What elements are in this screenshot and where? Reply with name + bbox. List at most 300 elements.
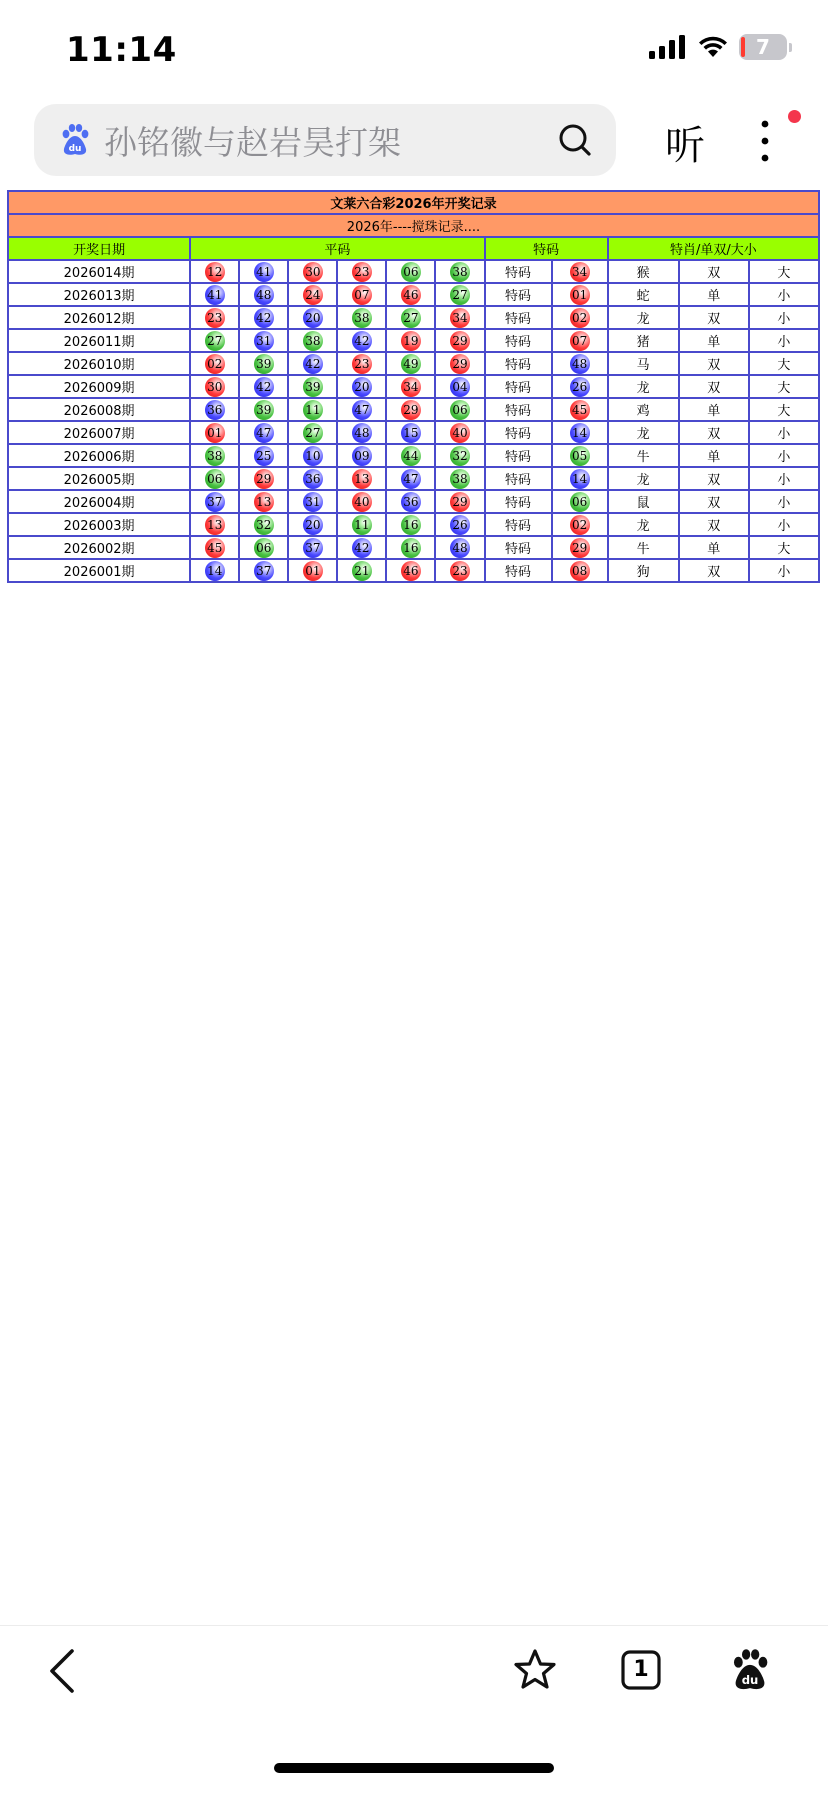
odd-even-cell: 双 [679, 421, 749, 444]
normal-number-cell [288, 306, 337, 329]
odd-even-cell: 单 [679, 536, 749, 559]
number-ball: 40 [352, 492, 372, 512]
size-cell: 小 [749, 559, 819, 582]
number-ball: 39 [254, 354, 274, 374]
tab-count: 1 [633, 1657, 649, 1682]
number-ball: 06 [401, 262, 421, 282]
size-cell: 小 [749, 467, 819, 490]
zodiac-cell: 狗 [608, 559, 679, 582]
listen-button[interactable]: 听 [665, 123, 705, 169]
draw-period: 2026011期 [8, 329, 190, 352]
back-arrow-icon[interactable] [46, 1648, 80, 1694]
table-row [8, 283, 819, 306]
normal-number-cell [337, 329, 386, 352]
number-ball: 44 [401, 446, 421, 466]
normal-number-cell [239, 490, 288, 513]
number-ball: 48 [450, 538, 470, 558]
number-ball: 26 [450, 515, 470, 535]
special-number-cell [552, 421, 608, 444]
special-number-ball: 26 [570, 377, 590, 397]
table-row [8, 513, 819, 536]
battery-level: 7 [756, 35, 770, 59]
number-ball: 27 [450, 285, 470, 305]
special-number-cell [552, 444, 608, 467]
special-number-cell [552, 352, 608, 375]
normal-number-cell [435, 283, 484, 306]
number-ball: 27 [303, 423, 323, 443]
special-number-cell [552, 490, 608, 513]
table-row [8, 329, 819, 352]
size-cell: 小 [749, 421, 819, 444]
normal-number-cell [386, 329, 435, 352]
special-number-ball: 05 [570, 446, 590, 466]
normal-number-cell [239, 306, 288, 329]
table-row [8, 398, 819, 421]
number-ball: 07 [352, 285, 372, 305]
number-ball: 11 [303, 400, 323, 420]
header-special-number: 特码 [485, 237, 608, 260]
number-ball: 30 [205, 377, 225, 397]
number-ball: 41 [254, 262, 274, 282]
search-bar[interactable] [34, 104, 616, 176]
search-query-text[interactable]: 孙铭徽与赵岩昊打架 [104, 122, 401, 162]
number-ball: 48 [352, 423, 372, 443]
special-number-ball: 34 [570, 262, 590, 282]
special-number-ball: 14 [570, 423, 590, 443]
number-ball: 38 [450, 262, 470, 282]
normal-number-cell [288, 490, 337, 513]
normal-number-cell [190, 559, 239, 582]
number-ball: 37 [254, 561, 274, 581]
header-date: 开奖日期 [8, 237, 190, 260]
normal-number-cell [435, 559, 484, 582]
normal-number-cell [190, 444, 239, 467]
normal-number-cell [337, 490, 386, 513]
normal-number-cell [337, 444, 386, 467]
normal-number-cell [190, 467, 239, 490]
special-number-cell [552, 536, 608, 559]
zodiac-cell: 鼠 [608, 490, 679, 513]
draw-period: 2026003期 [8, 513, 190, 536]
number-ball: 31 [254, 331, 274, 351]
odd-even-cell: 双 [679, 467, 749, 490]
zodiac-cell: 龙 [608, 375, 679, 398]
special-label: 特码 [485, 421, 552, 444]
special-number-ball: 07 [570, 331, 590, 351]
normal-number-cell [386, 536, 435, 559]
draw-period: 2026009期 [8, 375, 190, 398]
size-cell: 大 [749, 536, 819, 559]
notification-dot [788, 110, 801, 123]
special-label: 特码 [485, 398, 552, 421]
normal-number-cell [190, 283, 239, 306]
number-ball: 38 [303, 331, 323, 351]
normal-number-cell [239, 398, 288, 421]
number-ball: 29 [450, 492, 470, 512]
zodiac-cell: 龙 [608, 513, 679, 536]
normal-number-cell [337, 513, 386, 536]
special-number-cell [552, 306, 608, 329]
table-row [8, 444, 819, 467]
odd-even-cell: 双 [679, 260, 749, 283]
number-ball: 32 [254, 515, 274, 535]
number-ball: 27 [401, 308, 421, 328]
special-number-ball: 02 [570, 515, 590, 535]
special-number-ball: 29 [570, 538, 590, 558]
number-ball: 36 [401, 492, 421, 512]
number-ball: 30 [303, 262, 323, 282]
normal-number-cell [288, 444, 337, 467]
number-ball: 13 [254, 492, 274, 512]
zodiac-cell: 马 [608, 352, 679, 375]
table-title: 文莱六合彩2026年开奖记录 [8, 191, 819, 214]
normal-number-cell [435, 260, 484, 283]
number-ball: 47 [401, 469, 421, 489]
normal-number-cell [386, 398, 435, 421]
number-ball: 36 [205, 400, 225, 420]
number-ball: 13 [205, 515, 225, 535]
normal-number-cell [435, 306, 484, 329]
number-ball: 48 [254, 285, 274, 305]
normal-number-cell [288, 352, 337, 375]
baidu-paw-icon [58, 123, 92, 157]
normal-number-cell [386, 283, 435, 306]
number-ball: 19 [401, 331, 421, 351]
draw-period: 2026001期 [8, 559, 190, 582]
normal-number-cell [386, 421, 435, 444]
normal-number-cell [288, 467, 337, 490]
zodiac-cell: 牛 [608, 444, 679, 467]
special-number-ball: 06 [570, 492, 590, 512]
number-ball: 29 [450, 354, 470, 374]
table-row [8, 352, 819, 375]
normal-number-cell [386, 260, 435, 283]
number-ball: 09 [352, 446, 372, 466]
search-icon[interactable] [558, 123, 592, 157]
number-ball: 34 [450, 308, 470, 328]
number-ball: 41 [205, 285, 225, 305]
special-number-cell [552, 283, 608, 306]
number-ball: 01 [205, 423, 225, 443]
normal-number-cell [435, 398, 484, 421]
draw-period: 2026012期 [8, 306, 190, 329]
draw-period: 2026006期 [8, 444, 190, 467]
normal-number-cell [386, 559, 435, 582]
number-ball: 36 [303, 469, 323, 489]
svg-text:du: du [741, 1673, 759, 1688]
size-cell: 小 [749, 513, 819, 536]
number-ball: 02 [205, 354, 225, 374]
special-number-ball: 08 [570, 561, 590, 581]
size-cell: 大 [749, 398, 819, 421]
number-ball: 37 [303, 538, 323, 558]
normal-number-cell [288, 536, 337, 559]
wifi-icon [697, 35, 729, 59]
normal-number-cell [386, 444, 435, 467]
normal-number-cell [288, 513, 337, 536]
number-ball: 16 [401, 515, 421, 535]
number-ball: 47 [352, 400, 372, 420]
normal-number-cell [435, 467, 484, 490]
table-row [8, 260, 819, 283]
number-ball: 38 [450, 469, 470, 489]
home-indicator [274, 1763, 554, 1773]
normal-number-cell [435, 536, 484, 559]
number-ball: 39 [303, 377, 323, 397]
special-number-cell [552, 329, 608, 352]
number-ball: 13 [352, 469, 372, 489]
number-ball: 23 [352, 354, 372, 374]
battery-icon [739, 34, 787, 60]
number-ball: 42 [352, 331, 372, 351]
draw-period: 2026014期 [8, 260, 190, 283]
zodiac-cell: 鸡 [608, 398, 679, 421]
size-cell: 小 [749, 283, 819, 306]
number-ball: 31 [303, 492, 323, 512]
normal-number-cell [435, 329, 484, 352]
special-number-cell [552, 398, 608, 421]
normal-number-cell [337, 306, 386, 329]
special-label: 特码 [485, 283, 552, 306]
normal-number-cell [239, 467, 288, 490]
special-label: 特码 [485, 467, 552, 490]
draw-period: 2026010期 [8, 352, 190, 375]
zodiac-cell: 龙 [608, 306, 679, 329]
draw-period: 2026007期 [8, 421, 190, 444]
normal-number-cell [239, 329, 288, 352]
number-ball: 45 [205, 538, 225, 558]
special-label: 特码 [485, 352, 552, 375]
number-ball: 46 [401, 285, 421, 305]
odd-even-cell: 双 [679, 306, 749, 329]
header-normal-numbers: 平码 [190, 237, 484, 260]
draw-period: 2026004期 [8, 490, 190, 513]
normal-number-cell [190, 329, 239, 352]
battery-tip [789, 43, 792, 52]
number-ball: 11 [352, 515, 372, 535]
number-ball: 27 [205, 331, 225, 351]
special-label: 特码 [485, 260, 552, 283]
zodiac-cell: 龙 [608, 421, 679, 444]
zodiac-cell: 牛 [608, 536, 679, 559]
number-ball: 04 [450, 377, 470, 397]
zodiac-cell: 猪 [608, 329, 679, 352]
special-number-cell [552, 513, 608, 536]
draw-period: 2026005期 [8, 467, 190, 490]
svg-text:du: du [68, 144, 82, 154]
number-ball: 42 [352, 538, 372, 558]
normal-number-cell [288, 559, 337, 582]
normal-number-cell [337, 352, 386, 375]
special-label: 特码 [485, 536, 552, 559]
odd-even-cell: 单 [679, 444, 749, 467]
number-ball: 12 [205, 262, 225, 282]
special-label: 特码 [485, 444, 552, 467]
normal-number-cell [190, 536, 239, 559]
number-ball: 46 [401, 561, 421, 581]
special-label: 特码 [485, 513, 552, 536]
special-number-cell [552, 559, 608, 582]
normal-number-cell [239, 444, 288, 467]
number-ball: 23 [450, 561, 470, 581]
normal-number-cell [337, 375, 386, 398]
number-ball: 15 [401, 423, 421, 443]
normal-number-cell [386, 490, 435, 513]
number-ball: 16 [401, 538, 421, 558]
normal-number-cell [337, 421, 386, 444]
number-ball: 38 [205, 446, 225, 466]
odd-even-cell: 单 [679, 329, 749, 352]
special-label: 特码 [485, 559, 552, 582]
normal-number-cell [435, 421, 484, 444]
number-ball: 10 [303, 446, 323, 466]
table-row [8, 559, 819, 582]
number-ball: 23 [205, 308, 225, 328]
normal-number-cell [239, 421, 288, 444]
odd-even-cell: 单 [679, 398, 749, 421]
normal-number-cell [435, 490, 484, 513]
special-label: 特码 [485, 306, 552, 329]
number-ball: 20 [352, 377, 372, 397]
odd-even-cell: 双 [679, 490, 749, 513]
number-ball: 25 [254, 446, 274, 466]
normal-number-cell [386, 513, 435, 536]
number-ball: 24 [303, 285, 323, 305]
status-bar [0, 0, 828, 100]
size-cell: 小 [749, 329, 819, 352]
number-ball: 06 [254, 538, 274, 558]
normal-number-cell [190, 260, 239, 283]
normal-number-cell [337, 559, 386, 582]
size-cell: 小 [749, 490, 819, 513]
normal-number-cell [337, 536, 386, 559]
special-number-ball: 14 [570, 469, 590, 489]
normal-number-cell [288, 421, 337, 444]
size-cell: 小 [749, 444, 819, 467]
table-row [8, 375, 819, 398]
special-label: 特码 [485, 490, 552, 513]
status-icons [649, 34, 792, 60]
number-ball: 23 [352, 262, 372, 282]
normal-number-cell [435, 444, 484, 467]
number-ball: 14 [205, 561, 225, 581]
special-number-cell [552, 375, 608, 398]
zodiac-cell: 猴 [608, 260, 679, 283]
special-number-ball: 02 [570, 308, 590, 328]
normal-number-cell [190, 490, 239, 513]
odd-even-cell: 双 [679, 375, 749, 398]
header-attributes: 特肖/单双/大小 [608, 237, 819, 260]
number-ball: 06 [205, 469, 225, 489]
normal-number-cell [288, 329, 337, 352]
number-ball: 42 [254, 377, 274, 397]
normal-number-cell [288, 375, 337, 398]
normal-number-cell [288, 398, 337, 421]
number-ball: 29 [450, 331, 470, 351]
special-number-ball: 45 [570, 400, 590, 420]
special-number-cell [552, 260, 608, 283]
more-menu-icon[interactable] [755, 116, 775, 166]
table-row [8, 306, 819, 329]
table-row [8, 467, 819, 490]
normal-number-cell [239, 536, 288, 559]
number-ball: 40 [450, 423, 470, 443]
odd-even-cell: 双 [679, 559, 749, 582]
normal-number-cell [190, 352, 239, 375]
special-label: 特码 [485, 375, 552, 398]
number-ball: 38 [352, 308, 372, 328]
draw-period: 2026013期 [8, 283, 190, 306]
special-label: 特码 [485, 329, 552, 352]
normal-number-cell [190, 375, 239, 398]
baidu-home-icon[interactable] [728, 1648, 772, 1692]
normal-number-cell [288, 283, 337, 306]
size-cell: 小 [749, 306, 819, 329]
normal-number-cell [337, 283, 386, 306]
size-cell: 大 [749, 375, 819, 398]
normal-number-cell [337, 398, 386, 421]
normal-number-cell [239, 375, 288, 398]
normal-number-cell [190, 513, 239, 536]
special-number-cell [552, 467, 608, 490]
number-ball: 20 [303, 515, 323, 535]
draw-period: 2026008期 [8, 398, 190, 421]
normal-number-cell [386, 375, 435, 398]
normal-number-cell [337, 260, 386, 283]
normal-number-cell [190, 306, 239, 329]
normal-number-cell [435, 352, 484, 375]
number-ball: 32 [450, 446, 470, 466]
table-subtitle: 2026年----搅珠记录.... [8, 214, 819, 237]
number-ball: 01 [303, 561, 323, 581]
status-time: 11:14 [66, 30, 177, 70]
number-ball: 49 [401, 354, 421, 374]
normal-number-cell [435, 375, 484, 398]
lottery-results-table [7, 190, 820, 583]
normal-number-cell [386, 306, 435, 329]
number-ball: 47 [254, 423, 274, 443]
number-ball: 34 [401, 377, 421, 397]
odd-even-cell: 双 [679, 513, 749, 536]
odd-even-cell: 单 [679, 283, 749, 306]
table-row [8, 536, 819, 559]
odd-even-cell: 双 [679, 352, 749, 375]
tabs-button[interactable] [621, 1650, 661, 1690]
number-ball: 39 [254, 400, 274, 420]
special-number-ball: 48 [570, 354, 590, 374]
normal-number-cell [190, 398, 239, 421]
normal-number-cell [239, 559, 288, 582]
number-ball: 29 [401, 400, 421, 420]
zodiac-cell: 蛇 [608, 283, 679, 306]
normal-number-cell [288, 260, 337, 283]
number-ball: 37 [205, 492, 225, 512]
number-ball: 21 [352, 561, 372, 581]
normal-number-cell [337, 467, 386, 490]
normal-number-cell [239, 260, 288, 283]
zodiac-cell: 龙 [608, 467, 679, 490]
draw-period: 2026002期 [8, 536, 190, 559]
size-cell: 大 [749, 352, 819, 375]
bookmark-star-icon[interactable] [513, 1648, 557, 1692]
normal-number-cell [386, 352, 435, 375]
number-ball: 20 [303, 308, 323, 328]
table-row [8, 421, 819, 444]
special-number-ball: 01 [570, 285, 590, 305]
normal-number-cell [190, 421, 239, 444]
normal-number-cell [239, 352, 288, 375]
normal-number-cell [386, 467, 435, 490]
